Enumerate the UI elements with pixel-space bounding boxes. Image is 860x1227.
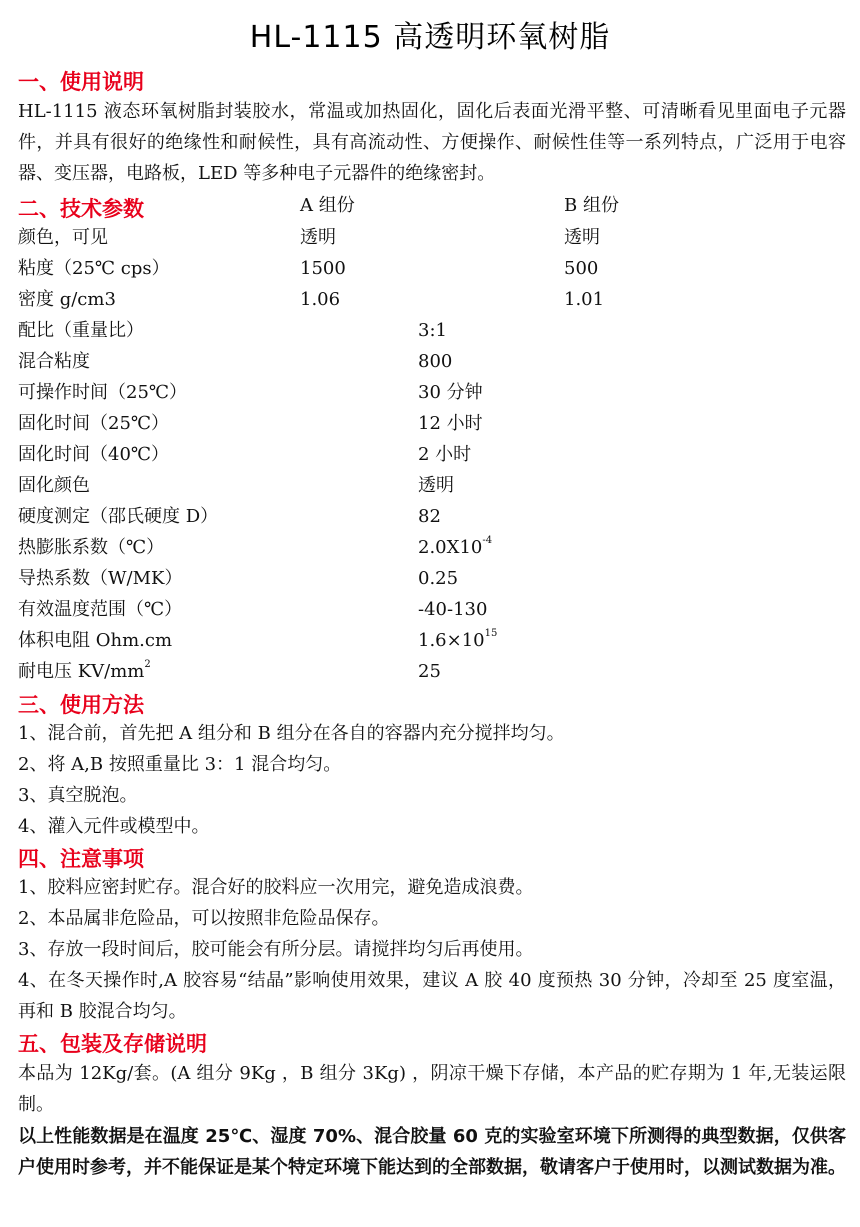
spec-label: 粘度（25℃ cps） xyxy=(18,258,170,279)
spec-label: 混合粘度 xyxy=(18,351,90,372)
spec-value-b: 1.01 xyxy=(564,289,605,310)
spec-row-density xyxy=(18,284,846,315)
column-header-a: A 组份 xyxy=(300,195,355,216)
method-step: 4、灌入元件或模型中。 xyxy=(18,816,210,837)
spec-value: 透明 xyxy=(418,475,454,496)
disclaimer-note: 以上性能数据是在温度 25℃、湿度 70%、混合胶量 60 克的实验室环境下所测得的典型数据，仅供客户使用时参考，并不能保证是某个特定环境下能达到的全部数据，敬请客户于使用时，以测试数据为准。 xyxy=(18,1126,846,1178)
spec-value xyxy=(418,532,492,563)
spec-row-viscosity xyxy=(18,253,846,284)
spec-label: 固化时间（25℃） xyxy=(18,413,170,434)
spec-value xyxy=(418,625,497,656)
spec-value-a: 1.06 xyxy=(300,289,341,310)
spec-label: 可操作时间（25℃） xyxy=(18,382,188,403)
spec-value: 82 xyxy=(418,506,441,527)
spec-label-base: 耐电压 KV/mm xyxy=(18,661,145,682)
spec-row-thermal-expansion xyxy=(18,532,846,563)
spec-value: 12 小时 xyxy=(418,413,483,434)
spec-label: 导热系数（W/MK） xyxy=(18,568,183,589)
note-item: 2、本品属非危险品，可以按照非危险品保存。 xyxy=(18,908,390,929)
method-step: 1、混合前，首先把 A 组分和 B 组分在各自的容器内充分搅拌均匀。 xyxy=(18,723,565,744)
spec-value: 2 小时 xyxy=(418,444,472,465)
spec-label: 固化颜色 xyxy=(18,475,90,496)
spec-label: 硬度测定（邵氏硬度 D） xyxy=(18,506,219,527)
spec-value: -40-130 xyxy=(418,599,488,620)
spec-label-exponent: 2 xyxy=(144,659,151,670)
spec-row-cure-color xyxy=(18,470,846,501)
spec-value-base: 1.6×10 xyxy=(418,630,485,651)
spec-row-thermal-conductivity xyxy=(18,563,846,594)
spec-value-exponent: -4 xyxy=(482,535,493,546)
spec-row-hardness xyxy=(18,501,846,532)
spec-row-cure-40 xyxy=(18,439,846,470)
spec-row-mix-ratio xyxy=(18,315,846,346)
spec-value: 3:1 xyxy=(418,320,447,341)
section-method-heading: 三、使用方法 xyxy=(18,693,144,717)
packaging-description: 本品为 12Kg/套。(A 组分 9Kg ，B 组分 3Kg) ，阴凉干燥下存储，本产品的贮存期为 1 年,无装运限制。 xyxy=(18,1063,846,1115)
column-header-b: B 组份 xyxy=(564,195,619,216)
spec-row-mixed-viscosity xyxy=(18,346,846,377)
spec-label: 密度 g/cm3 xyxy=(18,289,116,310)
spec-value-a: 1500 xyxy=(300,258,346,279)
spec-row-volume-resistance xyxy=(18,625,846,656)
spec-label: 体积电阻 Ohm.cm xyxy=(18,630,173,651)
spec-value: 25 xyxy=(418,661,441,682)
spec-value: 0.25 xyxy=(418,568,459,589)
section-usage-heading: 一、使用说明 xyxy=(18,70,144,94)
method-step: 2、将 A,B 按照重量比 3：1 混合均匀。 xyxy=(18,754,342,775)
note-item: 3、存放一段时间后，胶可能会有所分层。请搅拌均匀后再使用。 xyxy=(18,939,534,960)
spec-value-b: 透明 xyxy=(564,227,600,248)
spec-row-cure-25 xyxy=(18,408,846,439)
section-tech-heading: 二、技术参数 xyxy=(18,197,144,221)
spec-value-a: 透明 xyxy=(300,227,336,248)
spec-label: 有效温度范围（℃） xyxy=(18,599,183,620)
spec-row-pot-life xyxy=(18,377,846,408)
section-packaging-heading: 五、包装及存储说明 xyxy=(18,1032,207,1056)
usage-description: HL-1115 液态环氧树脂封装胶水，常温或加热固化，固化后表面光滑平整、可清晰看见里面电子元器件，并具有很好的绝缘性和耐候性，具有高流动性、方便操作、耐候性佳等一系列特点，广泛用于电容器、变压器，电路板，LED 等多种电子元器件的绝缘密封。 xyxy=(18,101,846,184)
spec-value-b: 500 xyxy=(564,258,599,279)
spec-row-color xyxy=(18,222,846,253)
section-notes-heading: 四、注意事项 xyxy=(18,847,144,871)
spec-label: 配比（重量比） xyxy=(18,320,144,341)
spec-row-withstand-voltage xyxy=(18,656,846,687)
spec-row-temperature-range xyxy=(18,594,846,625)
spec-value: 30 分钟 xyxy=(418,382,483,403)
note-item: 4、在冬天操作时,A 胶容易“结晶”影响使用效果，建议 A 胶 40 度预热 30 分钟，冷却至 25 度室温，再和 B 胶混合均匀。 xyxy=(18,970,846,1022)
document-title: HL-1115 高透明环氧树脂 xyxy=(249,20,611,55)
spec-value-base: 2.0X10 xyxy=(418,537,483,558)
method-step: 3、真空脱泡。 xyxy=(18,785,138,806)
spec-value-exponent: 15 xyxy=(484,628,498,639)
spec-label: 固化时间（40℃） xyxy=(18,444,170,465)
spec-label: 颜色，可见 xyxy=(18,227,108,248)
spec-value: 800 xyxy=(418,351,453,372)
spec-label: 热膨胀系数（℃） xyxy=(18,537,165,558)
spec-label xyxy=(18,656,151,687)
note-item: 1、胶料应密封贮存。混合好的胶料应一次用完，避免造成浪费。 xyxy=(18,877,534,898)
